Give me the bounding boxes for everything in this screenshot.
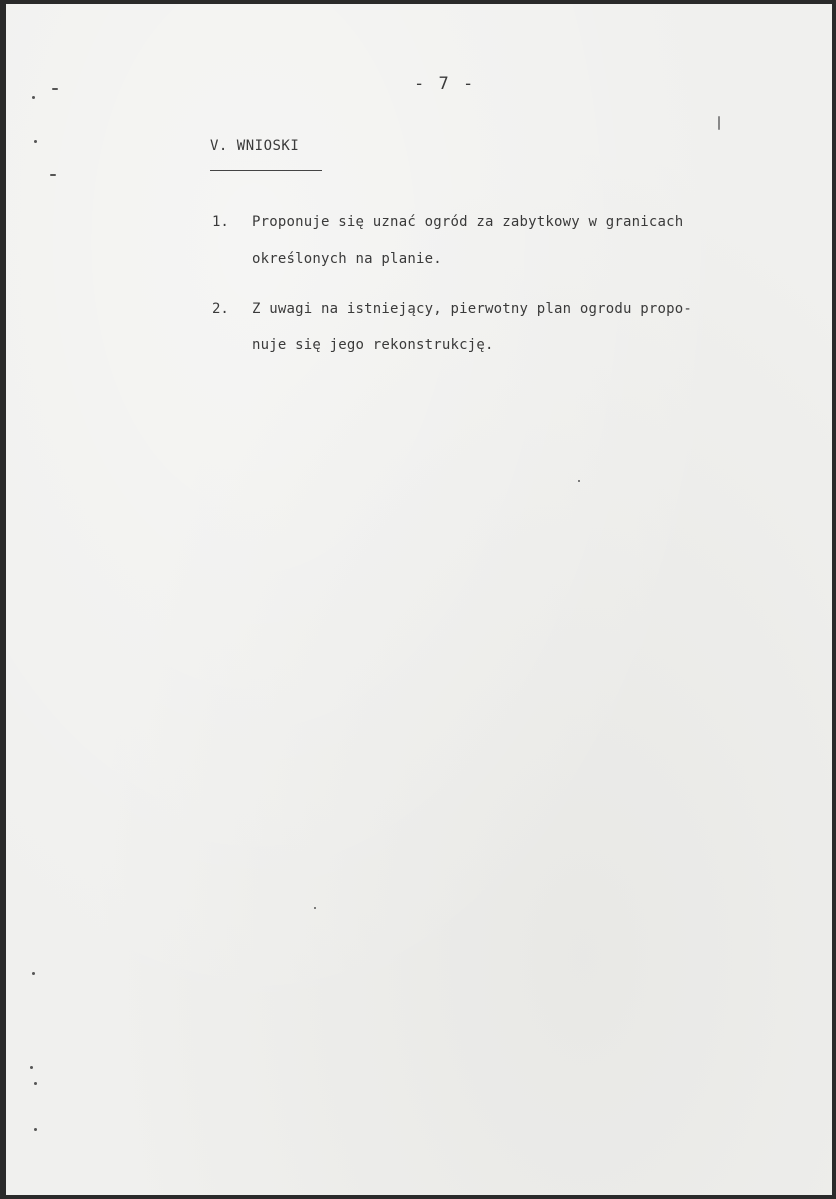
item-line: Proponuje się uznać ogród za zabytkowy w granicach	[252, 214, 684, 230]
item-line: Z uwagi na istniejący, pierwotny plan ogrodu propo-	[252, 301, 693, 317]
item-line: nuje się jego rekonstrukcję.	[252, 337, 494, 353]
item-number: 2.	[212, 301, 229, 317]
heading-underline	[210, 170, 322, 171]
item-line: określonych na planie.	[252, 251, 442, 267]
scan-speck	[34, 1128, 37, 1131]
scan-speck	[578, 480, 580, 482]
scan-speck	[30, 1066, 33, 1069]
scan-speck	[34, 140, 37, 143]
scan-speck	[314, 907, 316, 909]
document-page	[6, 4, 832, 1195]
scan-speck	[32, 972, 35, 975]
item-number: 1.	[212, 214, 229, 230]
scan-speck	[52, 88, 58, 90]
scan-speck	[32, 96, 35, 99]
page-number: - 7 -	[414, 74, 476, 94]
section-heading: V. WNIOSKI	[210, 138, 300, 154]
scan-speck	[34, 1082, 37, 1085]
scan-speck	[718, 116, 720, 130]
scan-speck	[50, 174, 56, 176]
